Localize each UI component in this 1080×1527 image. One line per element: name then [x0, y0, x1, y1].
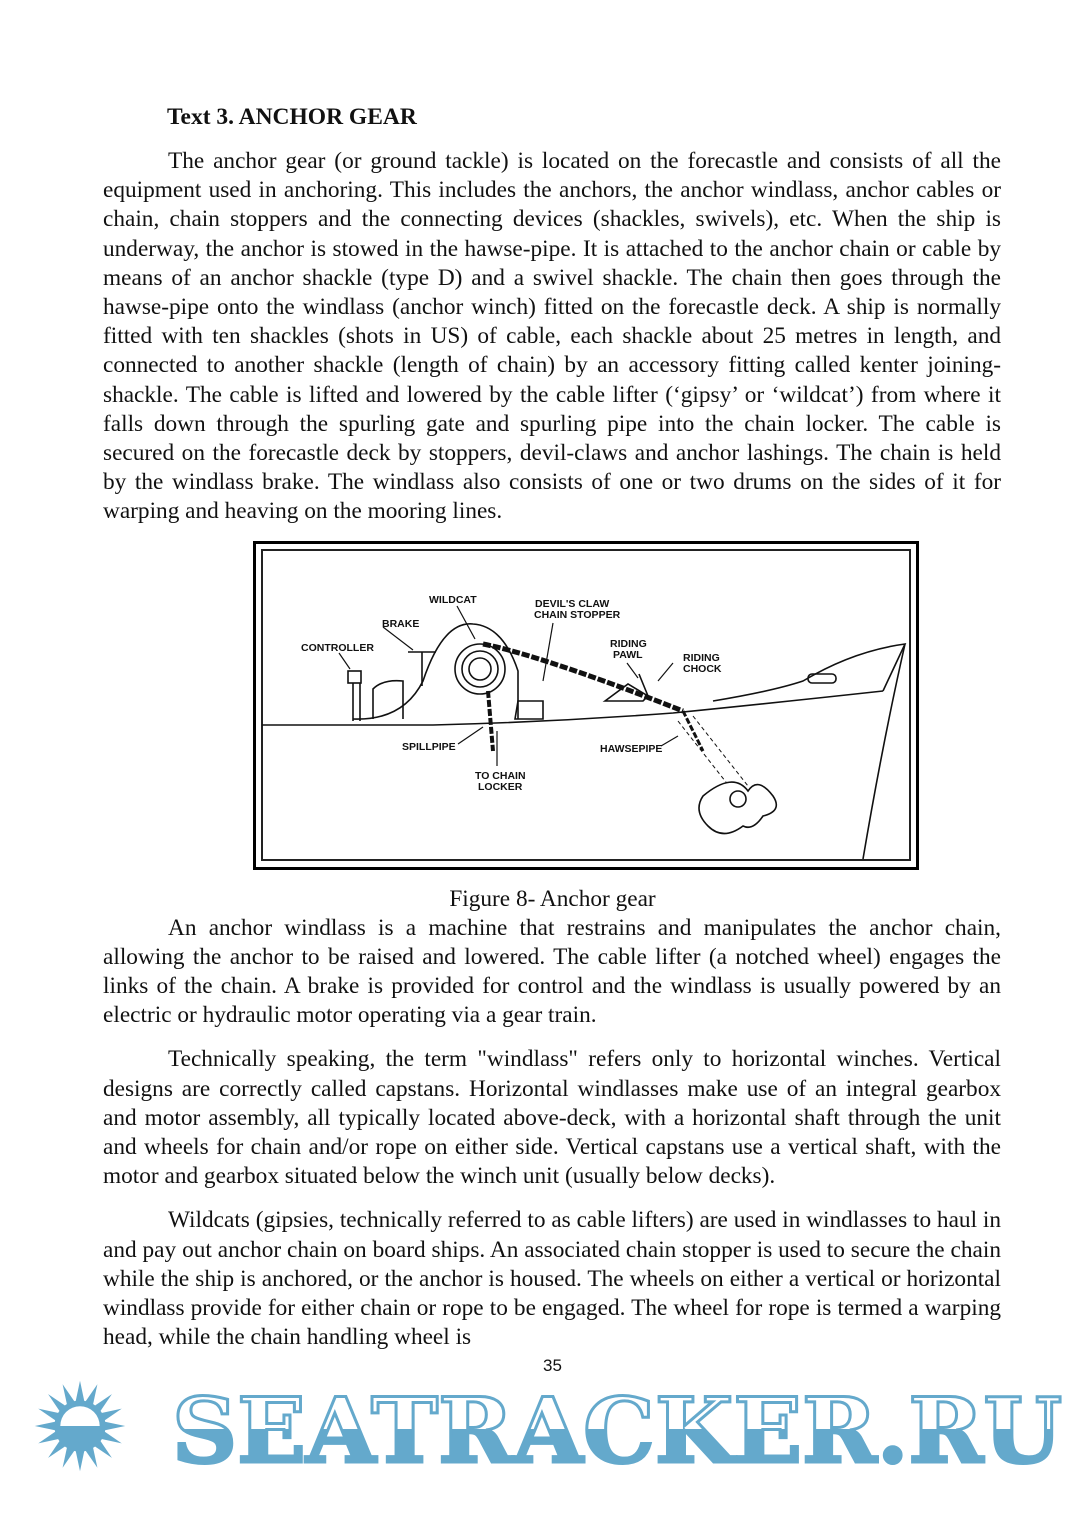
figure-caption: Figure 8- Anchor gear	[449, 885, 656, 912]
label-riding-pawl-1: RIDING	[610, 637, 647, 650]
label-riding-chock-2: CHOCK	[683, 662, 722, 675]
paragraph-4: Wildcats (gipsies, technically referred to as cable lifters) are used in windlasses to haul in and pay out anchor chain on board ships. An associated chain stopper is used to secure the chain while the ship is anchored, or the anchor is housed. The wheels on either a vertical or horizontal windlass provide for either chain or rope to be engaged. The wheel for rope is termed a warping head, while the chain handling wheel is	[103, 1207, 1001, 1351]
anchor-gear-diagram	[253, 541, 919, 870]
label-chain-stopper: CHAIN STOPPER	[534, 608, 621, 621]
label-to-chain: TO CHAIN	[475, 769, 526, 782]
sun-icon	[35, 1381, 125, 1471]
label-wildcat: WILDCAT	[429, 593, 477, 606]
label-spillpipe: SPILLPIPE	[402, 740, 456, 753]
watermark-text: SEATRACKER.RU	[172, 1380, 1062, 1473]
label-riding-pawl-2: PAWL	[613, 648, 643, 661]
label-devils-claw: DEVIL'S CLAW	[535, 597, 610, 610]
label-locker: LOCKER	[478, 780, 523, 793]
anchor-gear-figure	[253, 541, 919, 870]
label-riding-chock-1: RIDING	[683, 651, 720, 664]
paragraph-3: Technically speaking, the term "windlass" refers only to horizontal winches. Vertical designs are correctly called capstans. Horizontal windlasses make use of an integral gearbox and motor assembly, all typically located above-deck, with a horizontal shaft through the unit and wheels for chain and/or rope on either side. Vertical capstans use a vertical shaft, with the motor and gearbox situated below the winch unit (usually below decks).	[103, 1046, 1001, 1190]
section-heading: Text 3. ANCHOR GEAR	[167, 104, 417, 130]
paragraph-1: The anchor gear (or ground tackle) is located on the forecastle and consists of all the equipment used in anchoring. This includes the anchors, the anchor windlass, anchor cables or chain, chain stoppers and the connecting devices (shackles, swivels), etc. When the ship is underway, the anchor is stowed in the hawse-pipe. It is attached to the anchor chain or cable by means of an anchor shackle (type D) and a swivel shackle. The chain then goes through the hawse-pipe onto the windlass (anchor winch) fitted on the forecastle deck. A ship is normally fitted with ten shackles (shots in US) of cable, each shackle about 25 metres in length, and connected to another shackle (length of chain) by an accessory fitting called kenter joining- shackle. The cable is lifted and lowered by the cable lifter (‘gipsy’ or ‘wildcat’) from where it falls down through the spurling gate and spurling pipe into the chain locker. The cable is secured on the forecastle deck by stoppers, devil-claws and anchor lashings. The chain is held by the windlass brake. The windlass also consists of one or two drums on the sides of it for warping and heaving on the mooring lines.	[103, 148, 1001, 525]
page-number: 35	[543, 1356, 562, 1376]
label-hawsepipe: HAWSEPIPE	[600, 742, 663, 755]
label-brake: BRAKE	[382, 617, 420, 630]
label-controller: CONTROLLER	[301, 641, 374, 654]
watermark-logo	[0, 1380, 1080, 1472]
paragraph-2: An anchor windlass is a machine that restrains and manipulates the anchor chain, allowing the anchor to be raised and lowered. The cable lifter (a notched wheel) engages the links of the chain. A brake is provided for control and the windlass is usually powered by an electric or hydraulic motor operating via a gear train.	[103, 914, 1001, 1029]
page-content	[0, 102, 1080, 1472]
